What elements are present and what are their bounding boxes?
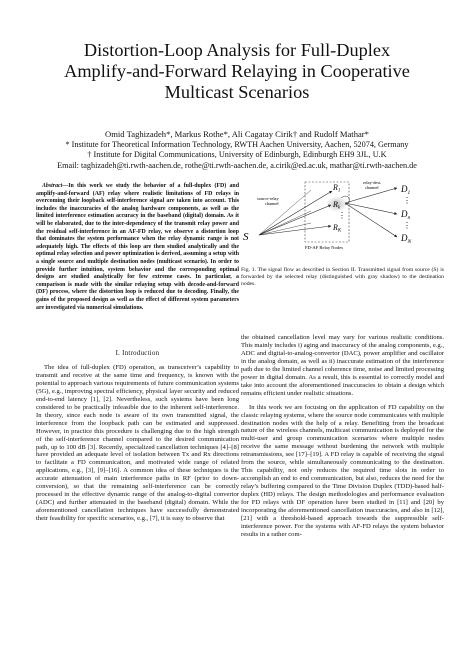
right-paragraph-2: In this work we are focusing on the application of FD capability on the classic relaying systems, where the source node communicates with multiple destination nodes with the help of a relay. Benefiting from the broadcast nature of the wireless channels, multicast communication is deployed for the multi-user and group communication scenarios where multiple nodes receive the same message without burdening the network with multiple retransmissions, see [17]–[19]. A FD relay is capable of receiving the signal from the source, while simultaneously communicating to the destination. This capability, not only reduces the required time slots in order to accomplish an end to end communication, but also, reduces the need for the relay’s buffering compared to the Time Division Duplex (TDD)-based half-duplex (HD) relays. The design methodologies and performance evaluation for FD relays with DF operation have been studied in [11] and [20] by incorporating the aforementioned cancellation inaccuracies, and also in [12], [21] with a threshold-based approach towards the suppressible self-interference power. For the systems with AF-FD relays the system behavior results in a rather com- xyxy=(241,403,444,538)
source-label: S xyxy=(243,231,249,243)
section-heading-introduction: I. Introduction xyxy=(115,350,160,357)
dest-n-label: $D_n$ xyxy=(401,209,411,221)
link-source-relay-aux-3 xyxy=(259,223,311,235)
affiliation-1: * Institute for Theoretical Information Technology, RWTH Aachen University, Aachen, 52074, Germany xyxy=(65,140,409,149)
title-line-1: Distortion-Loop Analysis for Full-Duplex xyxy=(83,40,391,60)
dest-dots-upper: ⋮ xyxy=(403,196,411,205)
author-names: Omid Taghizadeh*, Markus Rothe*, Ali Cagatay Cirik† and Rudolf Mathar* xyxy=(105,129,369,139)
relay-k-label: Rk xyxy=(333,200,341,211)
right-column xyxy=(241,334,444,539)
fd-af-relay-nodes-label: FD-AF Relay Nodes xyxy=(305,245,344,250)
author-block xyxy=(30,128,444,171)
relay-dots: ⋮ xyxy=(338,211,346,220)
figure-1 xyxy=(241,178,444,278)
abstract-lead: Abstract xyxy=(42,183,63,189)
source-relay-channel-label: source-relay channel xyxy=(257,196,279,206)
abstract-text: —In this work we study the behavior of a full-duplex (FD) and amplify-and-forward (AF) relay where realistic limitations of FD relays in overcoming their loopback self-interference signal are taken into account. This includes the inaccuracies of the analog hardware components, as well as the limited interference estimation accuracy in the baseband (digital) domain. As it will be elaborated, due to the inter-dependency of the transmit relay power and the residual self-interference in an AF-FD relay, we observe a distortion loop that dominates the system performance when the relay dynamic range is not adequately high. The effects of this loop are then studied analytically and the optimal relay selection and power optimization is derived, assuming a setup with a single source and multiple destination nodes (multicast scenario). In order to provide further intuition, system behavior and the corresponding optimal designs are studied analytically for few extreme cases. In particular, a comparison is made with the similar relaying setup with decode-and-forward (DF) process, where the distortion loop is reduced due to decoding. Finally, the gains of the proposed design as well as the effect of different system parameters are investigated via numerical simulations. xyxy=(36,183,239,311)
paper-title xyxy=(30,40,444,103)
link-source-relay-aux-2 xyxy=(259,211,311,235)
intro-column xyxy=(36,364,239,523)
dest-1-label: $D_1$ xyxy=(401,184,411,196)
title-line-3: Multicast Scenarios xyxy=(164,82,310,102)
signal-flow-diagram xyxy=(241,178,444,268)
figure-1-caption: Fig. 1. The signal flow as described in Section II. Transmitted signal from source (S) is forwarded by the selected relay (distinguished with gray shadow) to the destination nodes. xyxy=(241,267,444,288)
abstract xyxy=(36,183,239,312)
title-line-2: Amplify-and-Forward Relaying in Cooperative xyxy=(64,61,410,81)
dest-N-label: $D_N$ xyxy=(401,233,412,245)
relay-1-label: R1 xyxy=(333,183,341,194)
link-relay-dest-n xyxy=(345,203,397,214)
relay-K-label: RK xyxy=(333,223,342,234)
dest-dots-lower: ⋮ xyxy=(403,221,411,230)
author-emails: Email: taghizadeh@ti.rwth-aachen.de, rothe@ti.rwth-aachen.de, a.cirik@ed.ac.uk, mathar@ti.rwth-aachen.de xyxy=(57,160,417,170)
link-relay-dest-N xyxy=(345,203,397,237)
affiliation-2: † Institute for Digital Communications, University of Edinburgh, Edinburgh EH9 3JL, U.K xyxy=(87,150,387,160)
relay-dest-channel-label: relay-dest. channel xyxy=(363,180,382,190)
right-paragraph-1: the obtained cancellation level may vary for various realistic conditions. This mainly includes i) aging and inaccuracy of the analog components, e.g., ADC and digital-to-analog-convertor (DAC), power amplifier and oscillator in the analog domain, as well as ii) inaccurate estimation of the interference path due to the limited channel coherence time, noise and limited processing power in digital domain. As a result, this is essential to correctly model and take into account the aforementioned inaccuracies to obtain a design which remains efficient under realistic situations. xyxy=(241,334,444,397)
link-relay-dest-1 xyxy=(345,188,397,203)
intro-paragraph-1: The idea of full-duplex (FD) operation, as transceiver’s capability to transmit and receive at the same time and frequency, is known with the potential to approach various requirements of future communication systems (5G), e.g., improving spectral efficiency, physical layer security and reduced end-to-end latency [1], [2]. Nevertheless, such systems have been long considered to be practically infeasible due to the inherent self-interference. In theory, since each node is aware of its own transmitted signal, the interference from the loopback path can be estimated and suppressed. However, in practice this procedure is challenging due to the high strength of the self-interference channel compared to the desired communication path, up to 100 dB [3]. Recently, specialized cancellation techniques [4]–[8] have provided an adequate level of isolation between Tx and Rx directions to facilitate a FD communication, and motivated wide range of related applications, e.g., [3], [9]–[16]. A common idea of these techniques is the accurate attenuation of main interference paths in RF (prior to down-conversion), so that the remaining self-interference can be correctly processed in the effective dynamic range of the analog-to-digital convertor (ADC) and further attenuated in the baseband (digital) domain. While the aforementioned cancellation techniques have successfully demonstrated their feasibility for specific scenarios, e.g., [7], it is easy to observe that xyxy=(36,364,239,523)
